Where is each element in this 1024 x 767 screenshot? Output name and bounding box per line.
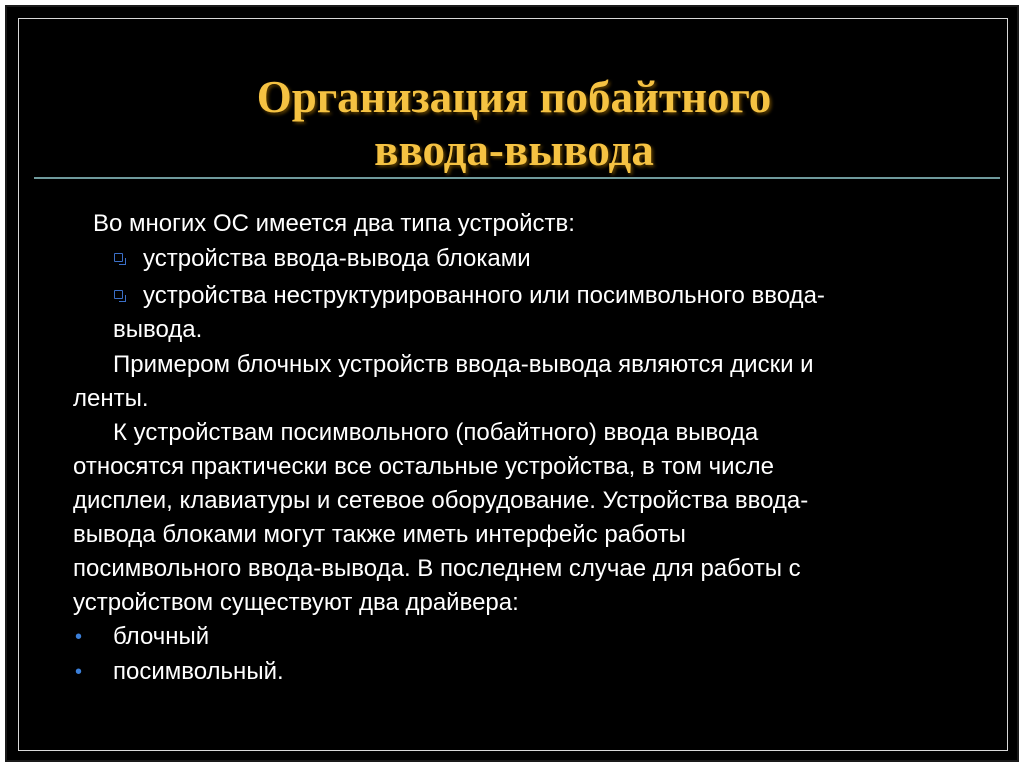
paragraph-2-line: устройством существуют два драйвера: [73, 589, 519, 616]
title-line-2: ввода-вывода [374, 125, 654, 175]
title-line-1: Организация побайтного [256, 72, 772, 122]
intro-text: Во многих ОС имеется два типа устройств: [93, 210, 575, 237]
paragraph-2-line: вывода блоками могут также иметь интерфейс работы [73, 521, 686, 548]
square-bullet-icon [114, 290, 123, 299]
paragraph-1-line: Примером блочных устройств ввода-вывода являются диски и [113, 351, 814, 378]
paragraph-2-line: дисплеи, клавиатуры и сетевое оборудование. Устройства ввода- [73, 487, 809, 514]
device-type-continuation: вывода. [113, 316, 203, 343]
device-type-item: устройства ввода-вывода блоками [143, 245, 531, 272]
slide [5, 5, 1019, 762]
paragraph-2-line: относятся практически все остальные устройства, в том числе [73, 453, 774, 480]
dot-bullet-icon: • [75, 661, 83, 683]
paragraph-2-line: посимвольного ввода-вывода. В последнем случае для работы с [73, 555, 801, 582]
dot-bullet-icon: • [75, 626, 83, 648]
device-type-item: устройства неструктурированного или посимвольного ввода- [143, 282, 825, 309]
driver-type-item: посимвольный. [113, 658, 284, 685]
paragraph-2-line: К устройствам посимвольного (побайтного) ввода вывода [113, 419, 759, 446]
driver-type-item: блочный [113, 623, 210, 650]
square-bullet-icon [114, 253, 123, 262]
paragraph-1-line: ленты. [73, 385, 149, 412]
slide-body [7, 7, 1021, 764]
